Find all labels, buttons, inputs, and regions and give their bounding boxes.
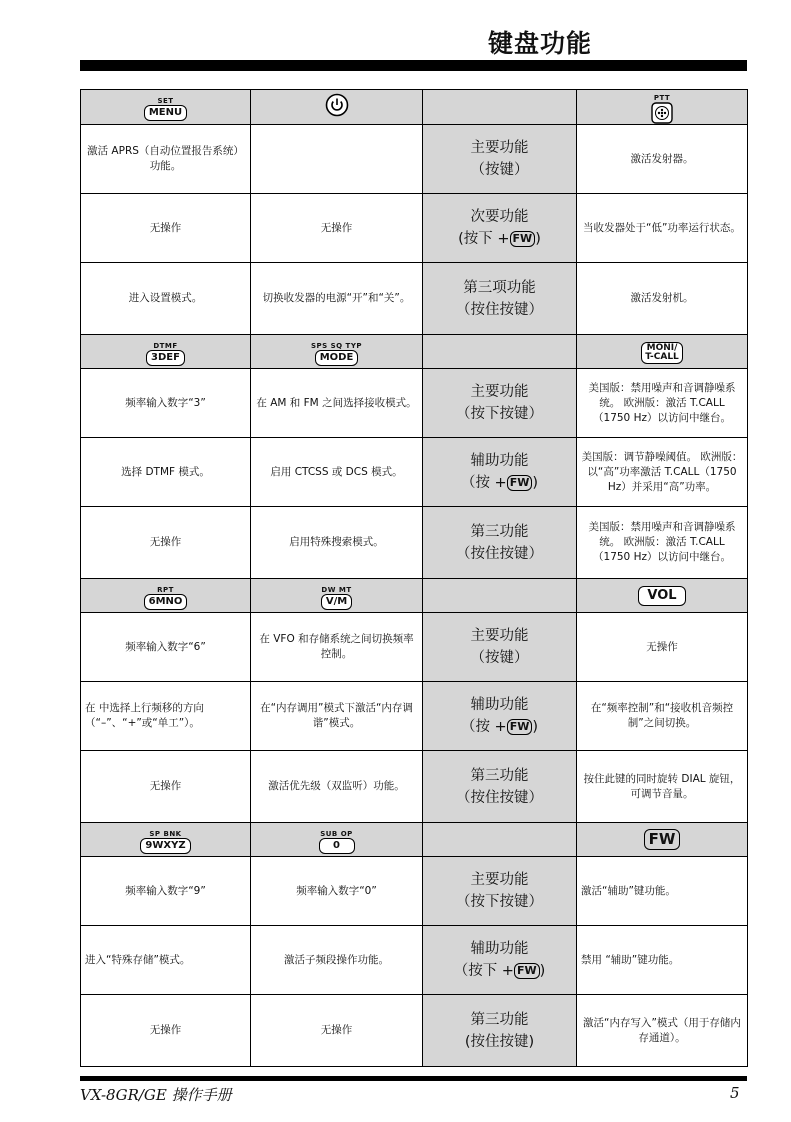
- fw-key-icon: FW: [514, 963, 540, 979]
- function-label: 辅助功能 （按 + FW ): [423, 682, 577, 751]
- key-cell-blank: [423, 823, 577, 857]
- row-cell-key4: 无操作: [577, 613, 748, 682]
- moni-tcall-key-icon: MONI/ T-CALL: [641, 342, 683, 364]
- fw-key-icon: FW: [507, 719, 533, 735]
- ptt-microphone-icon: [651, 102, 673, 124]
- table-row: [81, 125, 748, 194]
- row-cell-key4: 禁用 “辅助”键功能。: [577, 926, 748, 995]
- fw-key-icon: FW: [507, 475, 533, 491]
- row-cell-key2: 无操作: [251, 995, 423, 1067]
- key-cell: SP BNK 9WXYZ: [81, 823, 251, 857]
- key-cell-blank: [423, 335, 577, 369]
- row-cell-key2: [251, 125, 423, 194]
- key-cell-blank: [423, 579, 577, 613]
- row-cell-key1: 频率输入数字“3”: [81, 369, 251, 438]
- row-cell-key2: 切换收发器的电源“开”和“关”。: [251, 263, 423, 335]
- function-label: 第三功能 （按住按键）: [423, 751, 577, 823]
- function-label: 辅助功能 （按下 + FW ): [423, 926, 577, 995]
- row-cell-key1: 无操作: [81, 751, 251, 823]
- row-cell-key1: 无操作: [81, 995, 251, 1067]
- key-cell-blank: [423, 90, 577, 125]
- function-label: 主要功能 （按下按键）: [423, 857, 577, 926]
- function-label: 主要功能 （按键）: [423, 613, 577, 682]
- fw-key-icon: FW: [644, 829, 681, 850]
- vm-key-icon: V/M: [321, 594, 352, 610]
- vol-key-icon: VOL: [638, 586, 685, 606]
- row-cell-key1: 进入“特殊存储”模式。: [81, 926, 251, 995]
- row-cell-key4: 激活“辅助”键功能。: [577, 857, 748, 926]
- footer-rule: [80, 1076, 747, 1081]
- row-cell-key1: 进入设置模式。: [81, 263, 251, 335]
- function-label: 第三功能 （按住按键）: [423, 507, 577, 579]
- key-6-icon: 6MNO: [144, 594, 188, 610]
- key-0-icon: 0: [319, 838, 355, 854]
- key-header-row: [81, 823, 748, 857]
- page-number: 5: [730, 1084, 740, 1102]
- keypad-function-table: [80, 89, 748, 1067]
- row-cell-key1: 激活 APRS（自动位置报告系统）功能。: [81, 125, 251, 194]
- table-row: [81, 369, 748, 438]
- table-row: [81, 613, 748, 682]
- function-label: 第三项功能 （按住按键）: [423, 263, 577, 335]
- key-cell: DW MT V/M: [251, 579, 423, 613]
- row-cell-key1: 无操作: [81, 194, 251, 263]
- key-header-row: [81, 335, 748, 369]
- row-cell-key2: 在 AM 和 FM 之间选择接收模式。: [251, 369, 423, 438]
- function-label: 辅助功能 （按 + FW ): [423, 438, 577, 507]
- key-header-row: [81, 579, 748, 613]
- row-cell-key2: 激活优先级（双监听）功能。: [251, 751, 423, 823]
- row-cell-key4: 激活“内存写入”模式（用于存储内存通道）。: [577, 995, 748, 1067]
- key-cell: RPT 6MNO: [81, 579, 251, 613]
- key-cell: [577, 579, 748, 613]
- row-cell-key2: 启用特殊搜索模式。: [251, 507, 423, 579]
- table-row: [81, 995, 748, 1067]
- function-label: 主要功能 （按键）: [423, 125, 577, 194]
- key-cell: [577, 335, 748, 369]
- table-row: [81, 194, 748, 263]
- key-cell: PTT: [577, 90, 748, 125]
- row-cell-key2: 激活子频段操作功能。: [251, 926, 423, 995]
- power-icon: [325, 93, 349, 117]
- key-9-icon: 9WXYZ: [140, 838, 190, 854]
- table-row: [81, 926, 748, 995]
- key-cell: SPS SQ TYP MODE: [251, 335, 423, 369]
- row-cell-key1: 频率输入数字“6”: [81, 613, 251, 682]
- row-cell-key4: 在“频率控制”和“接收机音频控制”之间切换。: [577, 682, 748, 751]
- manual-title: VX-8GR/GE 操作手册: [80, 1086, 232, 1104]
- function-label: 第三功能 (按住按键): [423, 995, 577, 1067]
- row-cell-key4: 美国版：禁用噪声和音调静噪系统。 欧洲版：激活 T.CALL（1750 Hz）以访问中继台。: [577, 369, 748, 438]
- row-cell-key1: 频率输入数字“9”: [81, 857, 251, 926]
- menu-key-icon: MENU: [144, 105, 187, 121]
- row-cell-key2: 在 VFO 和存储系统之间切换频率控制。: [251, 613, 423, 682]
- header-rule: [80, 60, 747, 71]
- row-cell-key2: 在“内存调用”模式下激活“内存调谐”模式。: [251, 682, 423, 751]
- key-cell: [577, 823, 748, 857]
- fw-key-icon: FW: [510, 231, 536, 247]
- table-row: [81, 263, 748, 335]
- row-cell-key2: 启用 CTCSS 或 DCS 模式。: [251, 438, 423, 507]
- row-cell-key1: 选择 DTMF 模式。: [81, 438, 251, 507]
- function-label: 主要功能 （按下按键）: [423, 369, 577, 438]
- table-row: [81, 438, 748, 507]
- key-header-row: [81, 90, 748, 125]
- table-row: [81, 751, 748, 823]
- table-row: [81, 682, 748, 751]
- table-row: [81, 857, 748, 926]
- key-cell: DTMF 3DEF: [81, 335, 251, 369]
- key-3-icon: 3DEF: [146, 350, 185, 366]
- row-cell-key4: 激活发射器。: [577, 125, 748, 194]
- row-cell-key4: 美国版：调节静噪阈值。 欧洲版：以“高”功率激活 T.CALL（1750 Hz）并采用“高”功率。: [577, 438, 748, 507]
- row-cell-key4: 激活发射机。: [577, 263, 748, 335]
- function-label: 次要功能 (按下 + FW ): [423, 194, 577, 263]
- key-cell: SET MENU: [81, 90, 251, 125]
- row-cell-key1: 无操作: [81, 507, 251, 579]
- row-cell-key1: 在 中选择上行频移的方向（“–”、“+”或“单工”）。: [81, 682, 251, 751]
- page-title: 键盘功能: [487, 29, 592, 58]
- row-cell-key2: 频率输入数字“0”: [251, 857, 423, 926]
- key-cell: [251, 90, 423, 125]
- mode-key-icon: MODE: [315, 350, 359, 366]
- key-cell: SUB OP 0: [251, 823, 423, 857]
- row-cell-key4: 按住此键的同时旋转 DIAL 旋钮，可调节音量。: [577, 751, 748, 823]
- row-cell-key4: 美国版：禁用噪声和音调静噪系统。 欧洲版：激活 T.CALL（1750 Hz）以访问中继台。: [577, 507, 748, 579]
- table-row: [81, 507, 748, 579]
- row-cell-key2: 无操作: [251, 194, 423, 263]
- row-cell-key4: 当收发器处于“低”功率运行状态。: [577, 194, 748, 263]
